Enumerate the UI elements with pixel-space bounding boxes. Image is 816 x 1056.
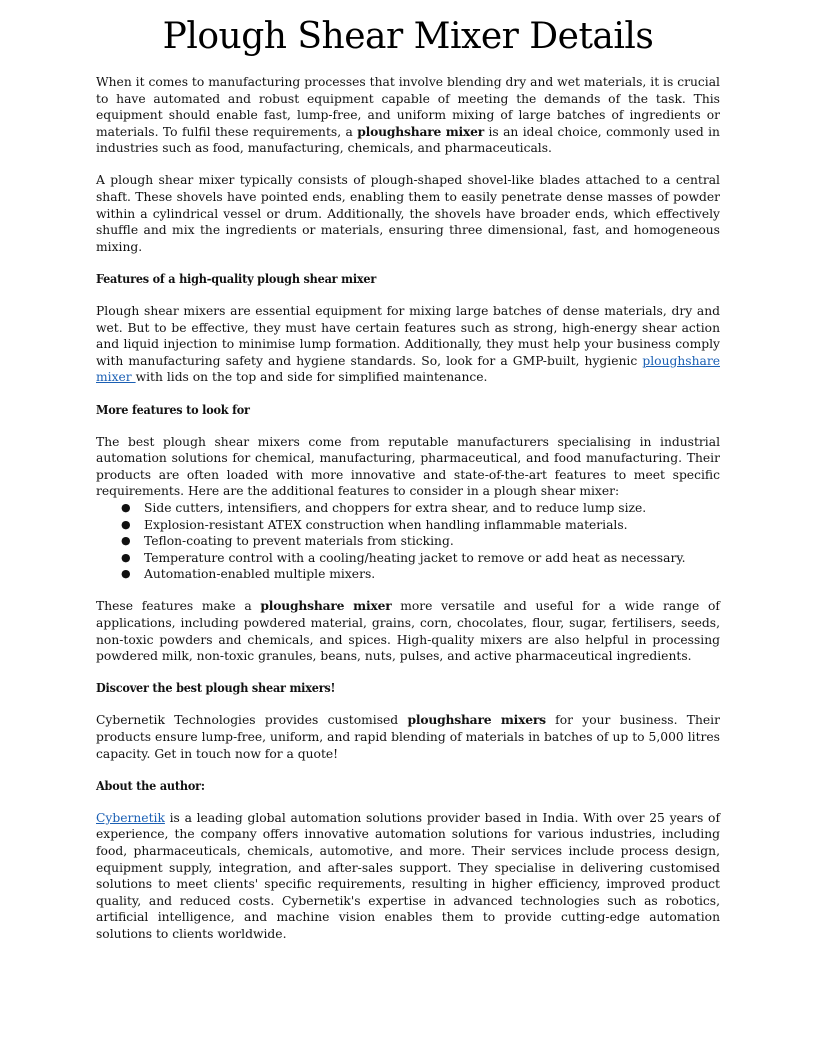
more-features-heading: More features to look for — [96, 401, 250, 417]
list-item: ● Teflon-coating to prevent materials from sticking. — [121, 534, 454, 549]
bullet-icon: ● — [121, 517, 131, 531]
ploughshare-mixer-link[interactable]: ploughshare mixer — [96, 353, 720, 385]
list-item: ● Explosion-resistant ATEX construction when handling inflammable materials. — [121, 517, 628, 532]
author-heading: About the author: — [96, 777, 205, 793]
applications-paragraph: These features make a ploughshare mixer more versatile and useful for a wide range of applications, including powdered material, grains, corn, chocolates, flour, sugar, fertilisers, seeds, non-toxic powders and chemicals, and spices. High-quality mixers are also helpful in processing powdered milk, non-toxic granules, beans, nuts, pulses, and active pharmaceutical ingredients. — [96, 598, 720, 664]
intro-paragraph-1: When it comes to manufacturing processes that involve blending dry and wet materials, it is crucial to have automated and robust equipment capable of meeting the demands of the task. This equipment should enable fast, lump-free, and uniform mixing of large batches of ingredients or materials. To fulfil these requirements, a ploughshare mixer is an ideal choice, commonly used in industries such as food, manufacturing, chemicals, and pharmaceuticals. — [96, 75, 720, 156]
features-list — [96, 500, 720, 583]
list-item: ● Automation-enabled multiple mixers. — [121, 567, 376, 582]
bold-term: ploughshare mixers — [407, 712, 546, 728]
intro-paragraph-2: A plough shear mixer typically consists of plough-shaped shovel-like blades attached to a central shaft. These shovels have pointed ends, enabling them to easily penetrate dense masses of powder within a cylindrical vessel or drum. Additionally, the shovels have broader ends, which effectively shuffle and mix the ingredients or materials, ensuring three dimensional, fast, and homogeneous mixing. — [96, 173, 720, 254]
bold-term: ploughshare mixer — [357, 123, 485, 139]
features-paragraph: Plough shear mixers are essential equipment for mixing large batches of dense materials, dry and wet. But to be effective, they must have certain features such as strong, high-energy shear action and liquid injection to minimise lump formation. Additionally, they must help your business comply with manufacturing safety and hygiene standards. So, look for a GMP-built, hygienic ploughshare mixer with lids on the top and side for simplified maintenance. — [96, 304, 720, 385]
bullet-icon: ● — [121, 500, 131, 514]
bullet-icon: ● — [121, 550, 131, 564]
bold-term: ploughshare mixer — [260, 598, 392, 614]
page-title: Plough Shear Mixer Details — [162, 16, 654, 57]
discover-paragraph: Cybernetik Technologies provides customised ploughshare mixers for your business. Their products ensure lump-free, uniform, and rapid blending of materials in batches of up to 5,000 litres capacity. Get in touch now for a quote! — [96, 712, 720, 761]
list-item: ● Side cutters, intensifiers, and choppers for extra shear, and to reduce lump size. — [121, 500, 647, 515]
bullet-icon: ● — [121, 567, 131, 581]
bullet-icon: ● — [121, 534, 131, 548]
document-page — [96, 0, 720, 943]
list-item: ● Temperature control with a cooling/heating jacket to remove or add heat as necessary. — [121, 550, 686, 565]
discover-heading: Discover the best plough shear mixers! — [96, 680, 336, 696]
features-heading: Features of a high-quality plough shear mixer — [96, 270, 377, 286]
cybernetik-link[interactable]: Cybernetik — [96, 810, 165, 825]
more-features-paragraph: The best plough shear mixers come from reputable manufacturers specialising in industrial automation solutions for chemical, manufacturing, pharmaceutical, and food manufacturing. Their products are often loaded with more innovative and state-of-the-art features to meet specific requirements. Here are the additional features to consider in a plough shear mixer: — [96, 434, 720, 499]
author-paragraph: Cybernetik is a leading global automation solutions provider based in India. With over 25 years of experience, the company offers innovative automation solutions for various industries, including food, pharmaceuticals, chemicals, automotive, and more. Their services include process design, equipment supply, integration, and after-sales support. They specialise in delivering customised solutions to meet clients' specific requirements, resulting in higher efficiency, improved product quality, and reduced costs. Cybernetik's expertise in advanced technologies such as robotics, artificial intelligence, and machine vision enables them to provide cutting-edge automation solutions to clients worldwide. — [96, 810, 720, 941]
